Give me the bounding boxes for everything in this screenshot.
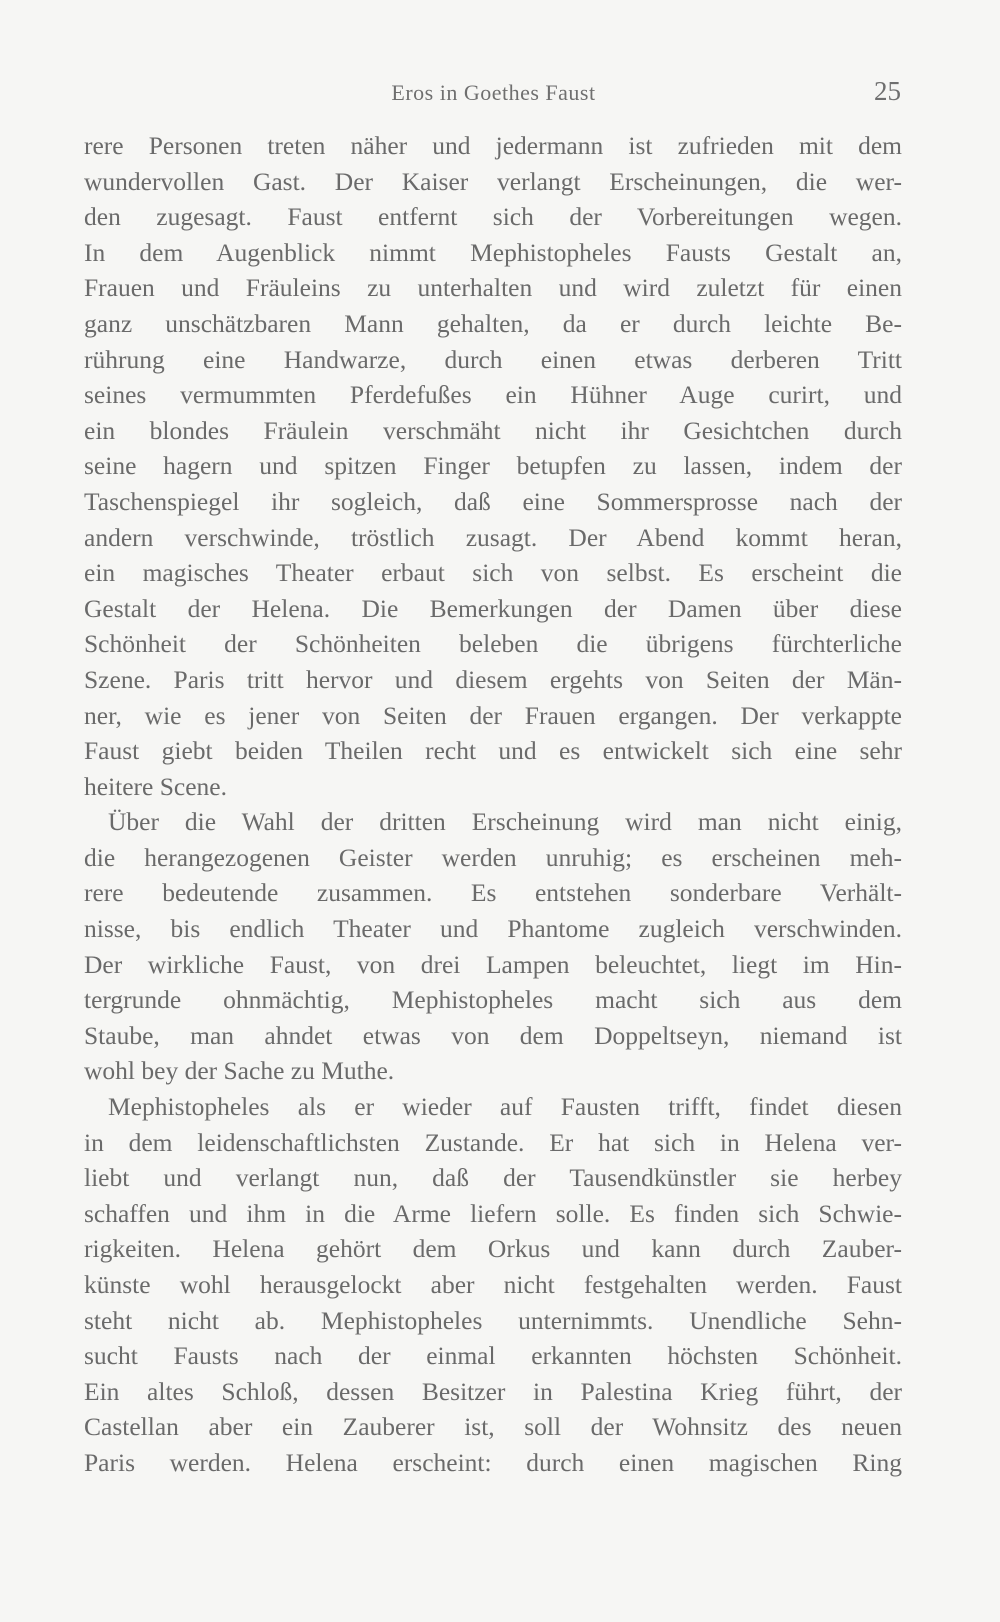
text-line: Der wirkliche Faust, von drei Lampen beleuchtet, liegt im Hin- <box>84 949 902 979</box>
text-line: in dem leidenschaftlichsten Zustande. Er hat sich in Helena ver- <box>84 1127 902 1157</box>
text-line: rührung eine Handwarze, durch einen etwas derberen Tritt <box>84 344 902 374</box>
text-line: Faust giebt beiden Theilen recht und es entwickelt sich eine sehr <box>84 736 902 766</box>
text-line: tergrunde ohnmächtig, Mephistopheles macht sich aus dem <box>84 985 902 1015</box>
text-line: Mephistopheles als er wieder auf Fausten trifft, findet diesen <box>108 1092 902 1122</box>
text-line: künste wohl herausgelockt aber nicht festgehalten werden. Faust <box>84 1270 902 1299</box>
text-line: ein magisches Theater erbaut sich von selbst. Es erscheint die <box>84 558 902 588</box>
body-text <box>84 128 902 1481</box>
text-line: Staube, man ahndet etwas von dem Doppeltseyn, niemand ist <box>84 1020 902 1050</box>
text-line: Über die Wahl der dritten Erscheinung wird man nicht einig, <box>108 807 902 837</box>
running-head <box>86 76 901 110</box>
text-line: seines vermummten Pferdefußes ein Hühner Auge curirt, und <box>84 380 902 410</box>
text-line: ganz unschätzbaren Mann gehalten, da er durch leichte Be- <box>84 308 902 338</box>
text-line: andern verschwinde, tröstlich zusagt. Der Abend kommt heran, <box>84 522 902 552</box>
text-line: In dem Augenblick nimmt Mephistopheles Fausts Gestalt an, <box>84 237 902 267</box>
text-line: Castellan aber ein Zauberer ist, soll der Wohnsitz des neuen <box>84 1412 902 1442</box>
text-line: Paris werden. Helena erscheint: durch einen magischen Ring <box>84 1447 902 1477</box>
text-line: wundervollen Gast. Der Kaiser verlangt Erscheinungen, die wer- <box>84 166 902 196</box>
text-line: Szene. Paris tritt hervor und diesem ergehts von Seiten der Män- <box>84 664 902 694</box>
text-line: rere Personen treten näher und jedermann ist zufrieden mit dem <box>84 131 902 160</box>
text-line: sucht Fausts nach der einmal erkannten höchsten Schönheit. <box>84 1341 902 1371</box>
text-line: Schönheit der Schönheiten beleben die übrigens fürchterliche <box>84 629 902 659</box>
text-line: rigkeiten. Helena gehört dem Orkus und kann durch Zauber- <box>84 1234 902 1264</box>
text-line: rere bedeutende zusammen. Es entstehen sonderbare Verhält- <box>84 878 902 908</box>
text-line: Frauen und Fräuleins zu unterhalten und wird zuletzt für einen <box>84 273 902 303</box>
text-line: Ein altes Schloß, dessen Besitzer in Palestina Krieg führt, der <box>84 1376 902 1406</box>
text-line: Taschenspiegel ihr sogleich, daß eine Sommersprosse nach der <box>84 486 902 516</box>
text-line: die herangezogenen Geister werden unruhig; es erscheinen meh- <box>84 842 902 872</box>
text-line: Gestalt der Helena. Die Bemerkungen der Damen über diese <box>84 593 902 623</box>
text-line: seine hagern und spitzen Finger betupfen zu lassen, indem der <box>84 451 902 481</box>
text-line: ein blondes Fräulein verschmäht nicht ihr Gesichtchen durch <box>84 415 902 445</box>
text-line: liebt und verlangt nun, daß der Tausendkünstler sie herbey <box>84 1163 902 1193</box>
text-line: nisse, bis endlich Theater und Phantome zugleich verschwinden. <box>84 914 902 944</box>
text-line: den zugesagt. Faust entfernt sich der Vorbereitungen wegen. <box>84 202 902 232</box>
text-line: schaffen und ihm in die Arme liefern solle. Es finden sich Schwie- <box>84 1198 902 1228</box>
text-line: heitere Scene. <box>84 771 228 801</box>
text-line: wohl bey der Sache zu Muthe. <box>84 1056 395 1086</box>
running-title: Eros in Goethes Faust <box>391 80 596 105</box>
page-number: 25 <box>874 76 901 106</box>
text-line: steht nicht ab. Mephistopheles unternimmts. Unendliche Sehn- <box>84 1305 902 1335</box>
text-line: ner, wie es jener von Seiten der Frauen ergangen. Der verkappte <box>84 700 902 730</box>
